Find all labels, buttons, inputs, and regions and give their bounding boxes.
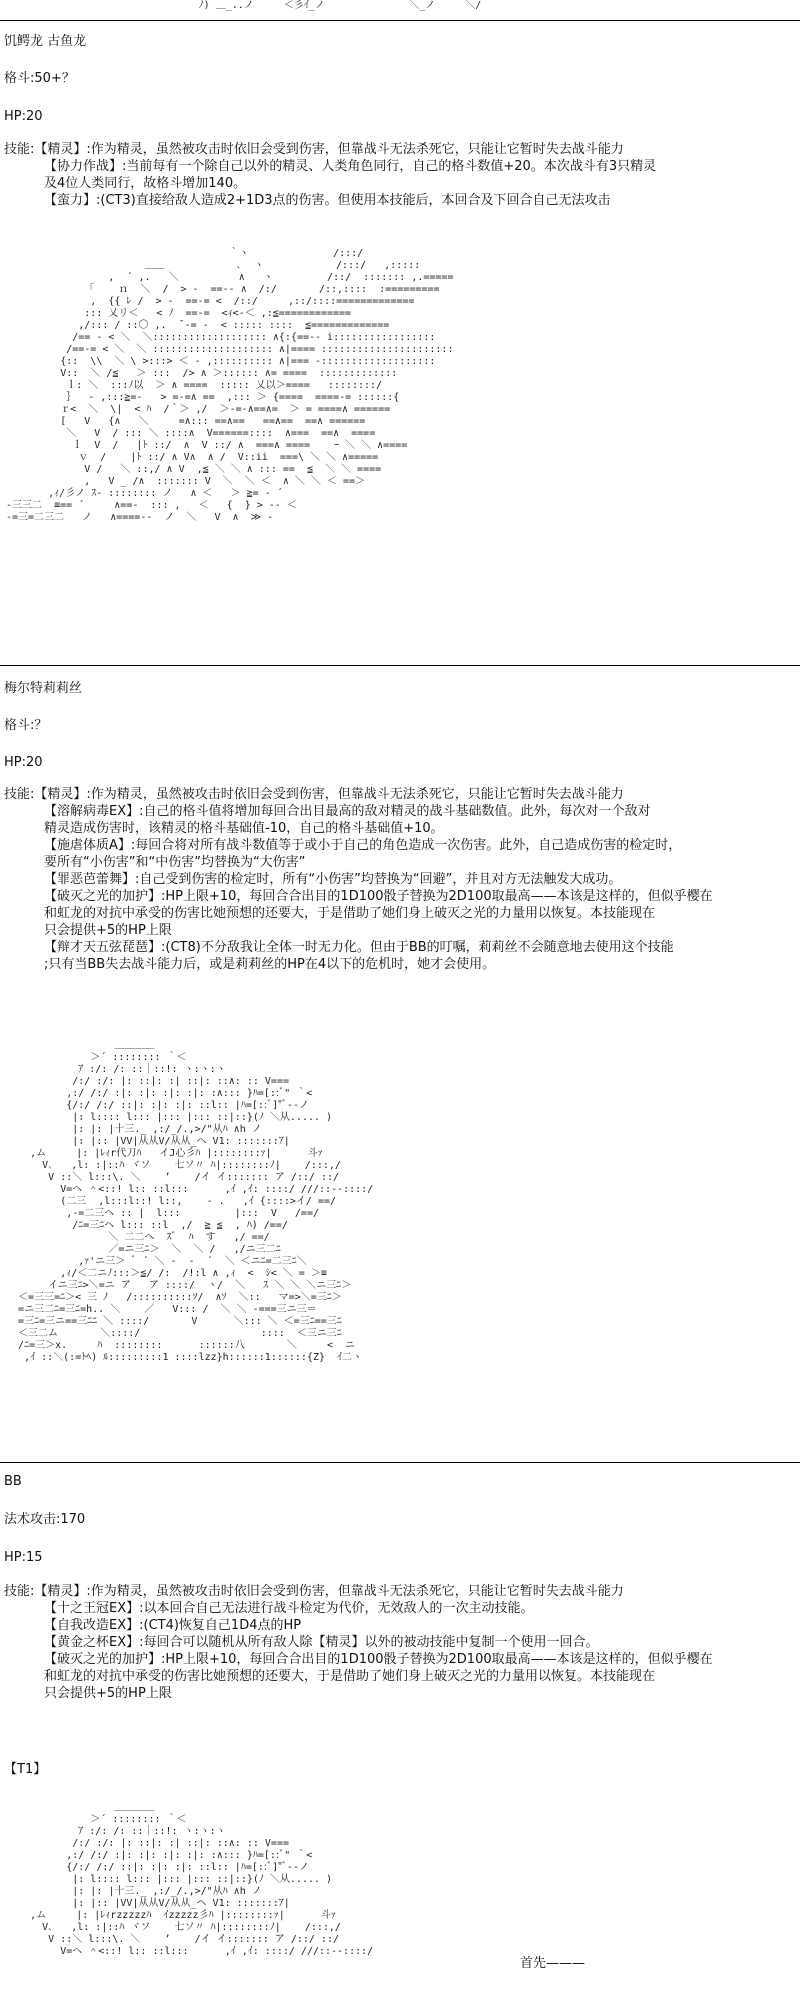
skill-line: 【溶解病毒EX】:自己的格斗值将增加每回合出目最高的敌对精灵的战斗基础数值。此外，每次对一个敌对 [44,804,651,819]
skill-line: 【辩才天五弦琵琶】:(CT8)不分敌我让全体一时无力化。但由于BB的叮嘱，莉莉丝不会随意地去使用这个技能 [44,940,674,955]
skill-line: ;只有当BB失去战斗能力后，或是莉莉丝的HP在4以下的危机时，她才会使用。 [44,957,496,972]
top-ascii-art: ﾉ) ＿_..ノ ＜彡ｲ_ノ ＼_ノ ＼/ [0,0,482,11]
skill-line: 【十之王冠EX】:以本回合自己无法进行战斗检定为代价，无效敌人的一次主动技能。 [44,1601,534,1616]
skill-line: 只会提供+5的HP上限 [44,1686,172,1701]
char3-skills [4,1583,794,1702]
skill-line: 及4位人类同行，故格斗增加140。 [44,176,247,191]
skill-line: 【蛮力】:(CT3)直接给敌人造成2+1D3点的伤害。但使用本技能后，本回合及下回合自己无法攻击 [44,193,611,208]
skill-line: 精灵造成伤害时，该精灵的格斗基础值-10，自己的格斗基础值+10。 [44,821,444,836]
char2-stat: 格斗:？ [4,718,48,733]
char3-name: BB [4,1474,22,1489]
skill-line: 要所有“小伤害”和“中伤害”均替换为“大伤害” [44,855,306,870]
char1-ascii-art: ｀ヽ /:::/ ＿＿ ､ ヽ /:::/ ,::::: , ´ ,. ＼ ∧ ヽ /::/ ::::::: ,.===== 「 ｎ ＼ / > - ==-- ∧ /:/ /::,:::: :========= , {{ ﾚ / > - ==-= < /::/ ,::/::::============= ::: 乂リ＜ < ﾉ ==-= <ｨ<-＜ ,:≦============ ,/::: / ::〇 ,. ̄ ‐= - < ::::: :::: ≦============= /== - < ＼ ＼::::::::::::::::::: ∧{:{==-- i::::::::::::::::: /==-= < ＼ ＼ :::::::::::::::::::: ∧|==== :::::::::::::::::::::: {:: \\ ＼ \ >:::> ＜ - ,:::::::::: ∧|=== -::::::::::::::::::: V:: ＼ /≦ ＞ ::: /> ∧ ＞:::::: ∧= ==== ::::::::::::: ｌ: ＼ :::ﾉ以 ＞ ∧ ==== ::::: 乂以＞==== ::::::::/ ｝ ‐ ,:::≧=- > =-=∧ == ,::: ＞ {==== ====-= ::::::{ ｒ< ＼ \| < ﾊ /｀＞ ,/ ＞-=-∧==∧= ＞ = ====∧ ====== [ V {∧ ＼ =∧::: ==∧== ==∧== ==∧ ====== ＼ V / ::: ＼ ::::∧ V======:::: ∧=== ==∧ ==== ｌ V / |ﾄ ::/ ∧ V ::/ ∧ ===∧ ==== ｰ ＼ ＼ ∧==== ｖ / |ﾄ ::/ ∧ V∧ ∧ / V::ii ===\ ＼ ＼ ∧===== V / ＼ ::,/ ∧ V ,≦ ＼ ＼ ∧ ::: == ≦ ＼ ＼ ==== , V _ /∧ ::::::: V ＼ ＼ ＜ ∧ ＼ ＼ ＜ ==＞ ,ｨ/彡ノ ｽ‐ :::::::: ノ ∧ ＜ ＞ ≧= ‐ ´ -三三二 ≡== ´ ∧==- ::: , ＜ { } > -- ＜ -=三=二三二 ノ ∧====-‐ ノ ＼ V ∧ ≫ - [6,248,454,523]
turn-label: 【T1】 [4,1762,47,1777]
char1-stat: 格斗:50+？ [4,71,75,86]
skill-line: 【破灭之光的加护】:HP上限+10，每回合合出目的1D100骰子替换为2D100取最高——本该是这样的，但似乎樱在 [44,889,713,904]
skill-line: 技能:【精灵】:作为精灵，虽然被攻击时依旧会受到伤害，但靠战斗无法杀死它，只能让它暂时失去战斗能力 [4,142,624,157]
skill-line: 【罪恶芭蕾舞】:自己受到伤害的检定时，所有“小伤害”均替换为“回避”，并且对方无法触发大成功。 [44,872,622,887]
skill-line: 和虹龙的对抗中承受的伤害比她预想的还要大，于是借助了她们身上破灭之光的力量用以恢复。本技能现在 [44,906,656,921]
skill-line: 【自我改造EX】:(CT4)恢复自己1D4点的HP [44,1618,302,1633]
divider-top [0,20,800,21]
char2-skills [4,786,794,973]
skill-line: 技能:【精灵】:作为精灵，虽然被攻击时依旧会受到伤害，但靠战斗无法杀死它，只能让它暂时失去战斗能力 [4,787,624,802]
skill-line: 【协力作战】:当前每有一个除自己以外的精灵、人类角色同行，自己的格斗数值+20。本次战斗有3只精灵 [44,159,657,174]
skill-line: 技能:【精灵】:作为精灵，虽然被攻击时依旧会受到伤害，但靠战斗无法杀死它，只能让它暂时失去战斗能力 [4,1584,624,1599]
skill-line: 【黄金之杯EX】:每回合可以随机从所有敌人除【精灵】以外的被动技能中复制一个使用一回合。 [44,1635,599,1650]
char3-hp: HP:15 [4,1550,43,1565]
turn-narration: 首先——— [520,1956,586,1971]
turn-ascii-art: ＿＿＿＿ ＞´ :::::::: ｀＜ ｱ :/: /: ::｜::!: ヽ:ヽ:ヽ /:/ :/: |: ::|: :| ::|: ::∧: :: V=== ,:/ /:/ :|: :|: :|: :|: :∧::: }ﾊ=[::ﾞ" ｀< {/:/ /:/ ::|: :|: :|: ::l:: |ﾊ=[::ﾞ]"ﾞ‐-ノ |: l:::: l::: |::: |::: ::|::}(ﾉ ＼从..... ) |: |: |十三._ ,:/_/.,>/"从ﾊ ∧h ノ |: |:: |VV|从从V/从从_ヘ V1: :::::::ｱ| ,ム |: |ﾚｨrzzzzzﾊ ｲzzzzz彡ﾊ |::::::::ｧ| 斗ｧ V､ ,l: :|::ﾊ ヾソ 七ソ〃 ﾊ|::::::::ﾉ| /:::,/ V ::＼ l:::\. ＼ ’ /イ イ::::::: ア /::/ ::/ V=ヘ ＾<::! l:: ::l::: ,ｲ ,ｲ: ::::/ ///::--::::/ [30,1802,374,1957]
skill-line: 和虹龙的对抗中承受的伤害比她预想的还要大，于是借助了她们身上破灭之光的力量用以恢复。本技能现在 [44,1669,656,1684]
char2-hp: HP:20 [4,755,43,770]
char1-hp: HP:20 [4,109,43,124]
skill-line: 只会提供+5的HP上限 [44,923,172,938]
char3-stat: 法术攻击:170 [4,1512,86,1527]
char1-name: 饥鳄龙 古鱼龙 [4,34,87,49]
skill-line: 【破灭之光的加护】:HP上限+10，每回合合出目的1D100骰子替换为2D100取最高——本该是这样的，但似乎樱在 [44,1652,713,1667]
divider-1 [0,665,800,666]
divider-2 [0,1462,800,1463]
skill-line: 【施虐体质A】:每回合将对所有战斗数值等于或小于自己的角色造成一次伤害。此外，自己造成伤害的检定时， [44,838,682,853]
char1-skills [4,141,794,209]
char2-ascii-art: ＿＿＿＿ ＞´ :::::::: ｀＜ ｱ :/: /: ::｜::!: ヽ:ヽ:ヽ /:/ :/: |: ::|: :| ::|: ::∧: :: V=== ,:/ /:/ :|: :|: :|: :|: :∧::: }ﾊ=[::ﾞ" ｀< {/:/ /:/ ::|: :|: :|: ::l:: |ﾊ=[::ﾞ]"ﾞ‐-ノ |: l:::: l::: |::: |::: ::|::}(ﾉ ＼从..... ) |: |: |十三._ ,:/_/.,>/"从ﾊ ∧h ノ |: |:: |VV|从从V/从从_ヘ V1: :::::::ｱ| ,ム |: |ﾚｨr代刀ﾊ イJ心彡ﾊ |::::::::ｧ| 斗ｧ V､ ,l: :|::ﾊ ヾソ 七ソ〃 ﾊ|::::::::ﾉ| /:::,/ V ::＼ l:::\. ＼ ’ /イ イ::::::: ア /::/ ::/ V=ヘ ＾<::! l:: ::l::: ,ｲ ,ｲ: ::::/ ///::--::::/ (二三 ,l:::l::! l::, ‐ . ,ｲ {::::>イ/ ==/ ,-=二三ヘ :: | l::: |::: V /==/ /ﾆ=三ﾆヘ l::: ::l ,/ ≧ ≦ , ﾊ) /==/ ＼ 二二へ ｽﾞ ﾊ す ,/ ==/ ／=ニ三ﾆ＞ ＼ ＼ / ,/ニ三二ﾆ ,ｧ'ニ三＞ ﾞ ´ ＼ - - ´ ＼ ＜ニﾆ=二三ﾆ＼ ,ｨ/＜二ニﾉ:::＞≦/ /: /!:l ∧ ,ｨ < ｼ< ＼ = ＞≡ イニ三ﾆ>＼=ニ ア ア ::::/ ヽ/ ＼ ｽ ＼ ＼ ＼ニ三ﾆ＞ ＜=三三=ﾆ＞< 三 ﾉ /::::::::::ｿ/ ∧ｿ ＼:: マ=>＼=三ﾆ＞ =ニ三二ﾆ=三ﾆ=h.. ＼ ／ V::: / ＼ ＼ -===三ニ三＝ =三ﾆ=三ニ==三ﾆﾆ ＼ ::::/ V ＼::: ＼ ＜=三ﾆ==三ﾆ ＜三二ム ＼::::/ :::: ＜三ニ三ﾆ /ﾆ=三＞x. ﾊ :::::::: ::::::八 ＼ < ニ ,ｲ ::＼(:=ﾄﾍ) ﾙ:::::::::1 ::::lzz}h::::::1::::::{Z} ｲ二ヽ [18,1040,374,1363]
char2-name: 梅尔特莉莉丝 [4,681,83,696]
